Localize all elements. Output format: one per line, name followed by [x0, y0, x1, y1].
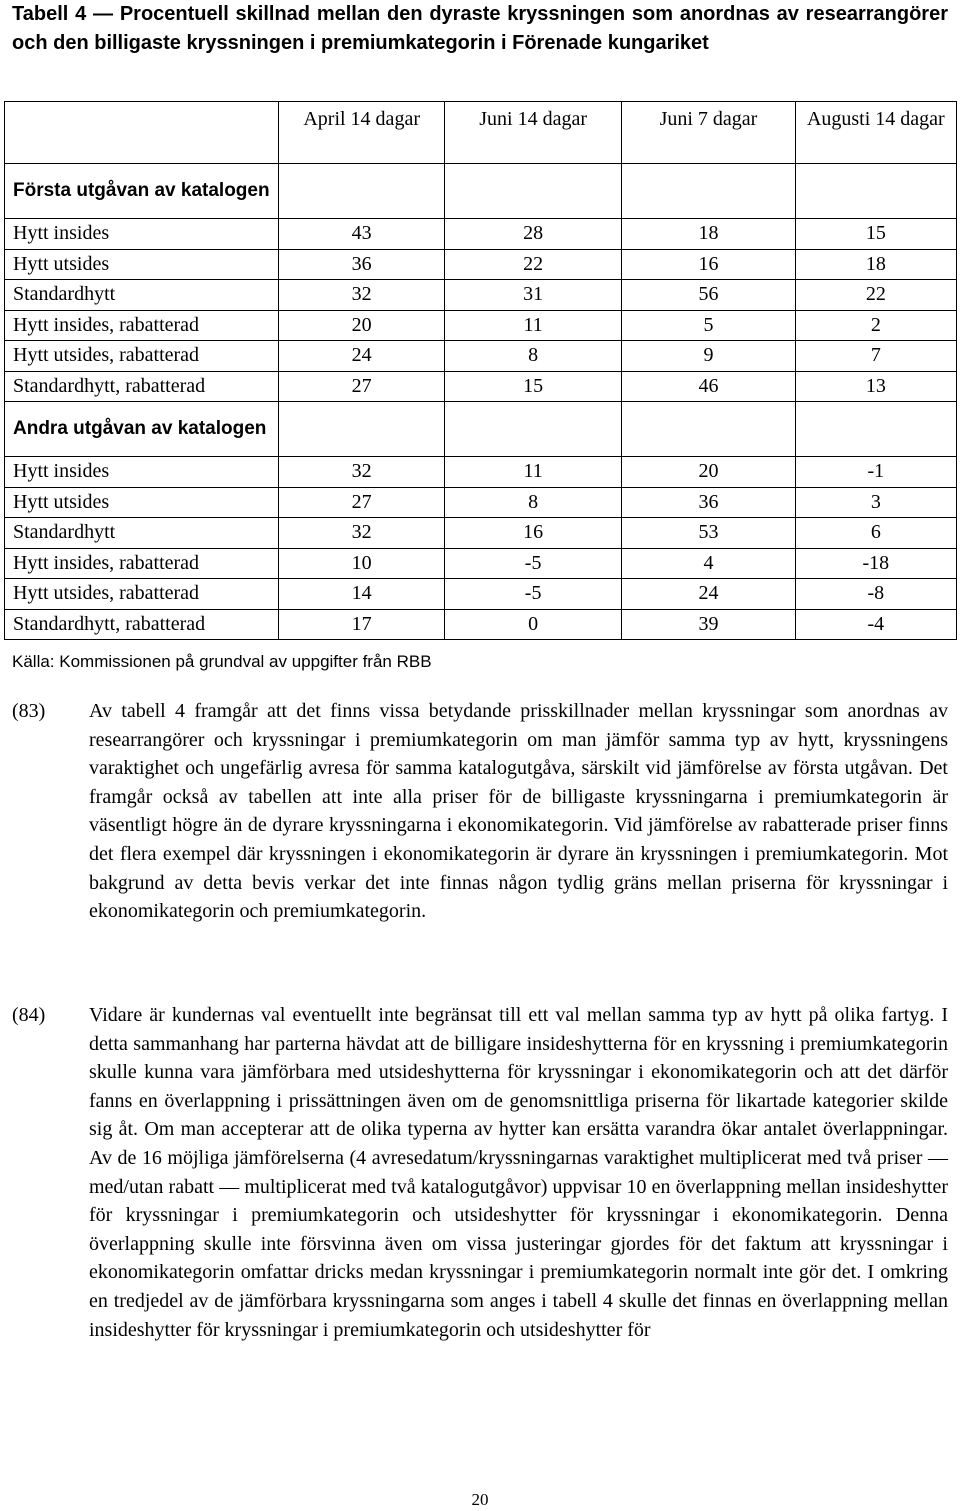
value-cell: 16 [444, 518, 621, 549]
value-cell: 32 [279, 280, 445, 311]
column-header: Juni 14 dagar [444, 102, 621, 164]
column-header: Augusti 14 dagar [795, 102, 956, 164]
section-title: Andra utgåvan av katalogen [5, 402, 279, 457]
value-cell: 39 [622, 609, 795, 640]
empty-cell [279, 402, 445, 457]
table-row [5, 609, 957, 640]
value-cell: 6 [795, 518, 956, 549]
row-label: Standardhytt, rabatterad [5, 371, 279, 402]
empty-cell [444, 164, 621, 219]
value-cell: 24 [622, 579, 795, 610]
column-header: April 14 dagar [279, 102, 445, 164]
value-cell: 14 [279, 579, 445, 610]
value-cell: 8 [444, 487, 621, 518]
row-label: Hytt utsides, rabatterad [5, 341, 279, 372]
value-cell: -5 [444, 579, 621, 610]
value-cell: 0 [444, 609, 621, 640]
paragraph-83 [12, 697, 948, 926]
table-row [5, 579, 957, 610]
value-cell: 22 [444, 249, 621, 280]
column-header: Juni 7 dagar [622, 102, 795, 164]
row-label: Hytt utsides [5, 487, 279, 518]
value-cell: 10 [279, 548, 445, 579]
value-cell: 8 [444, 341, 621, 372]
value-cell: 36 [279, 249, 445, 280]
paragraph-number: (83) [12, 700, 46, 722]
empty-cell [444, 402, 621, 457]
empty-cell [279, 164, 445, 219]
table-row [5, 371, 957, 402]
value-cell: 5 [622, 310, 795, 341]
empty-cell [795, 164, 956, 219]
row-label: Hytt insides, rabatterad [5, 548, 279, 579]
value-cell: 46 [622, 371, 795, 402]
value-cell: 27 [279, 487, 445, 518]
empty-cell [795, 402, 956, 457]
table-row [5, 280, 957, 311]
value-cell: 11 [444, 457, 621, 488]
value-cell: 31 [444, 280, 621, 311]
value-cell: -1 [795, 457, 956, 488]
table-row [5, 548, 957, 579]
value-cell: 15 [444, 371, 621, 402]
value-cell: -5 [444, 548, 621, 579]
table-row [5, 219, 957, 250]
table-source-note: Källa: Kommissionen på grundval av uppgifter från RBB [12, 652, 432, 671]
table-row [5, 457, 957, 488]
row-label: Hytt insides [5, 457, 279, 488]
row-label: Hytt utsides [5, 249, 279, 280]
value-cell: 16 [622, 249, 795, 280]
table-caption: Tabell 4 — Procentuell skillnad mellan den dyraste kryssningen som anordnas av researrangörer och den billigaste kryssningen i premiumkategorin i Förenade kungariket [12, 3, 948, 54]
value-cell: 28 [444, 219, 621, 250]
value-cell: 20 [622, 457, 795, 488]
value-cell: 20 [279, 310, 445, 341]
price-difference-table [4, 101, 957, 640]
value-cell: 18 [622, 219, 795, 250]
value-cell: 3 [795, 487, 956, 518]
empty-cell [622, 164, 795, 219]
table-row [5, 341, 957, 372]
table-row [5, 249, 957, 280]
table-row [5, 518, 957, 549]
value-cell: 36 [622, 487, 795, 518]
paragraph-text: Av tabell 4 framgår att det finns vissa betydande prisskillnader mellan kryssningar som anordnas av researrangörer och kryssningar i premiumkategorin om man jämför samma typ av hytt, kryssningens varaktighet och ungefärlig avresa för samma katalogutgåva, särskilt vid jämförelse av första utgåvan. Det framgår också av tabellen att inte alla priser för de billigaste kryssningarna i premiumkategorin är väsentligt högre än de dyrare kryssningarna i ekonomikategorin. Vid jämförelse av rabatterade priser finns det flera exempel där kryssningen i ekonomikategorin är dyrare än kryssningen i premiumkategorin. Mot bakgrund av detta bevis verkar det inte finnas någon tydlig gräns mellan priserna för kryssningar i ekonomikategorin och premiumkategorin. [89, 700, 948, 923]
row-label: Hytt utsides, rabatterad [5, 579, 279, 610]
value-cell: 43 [279, 219, 445, 250]
value-cell: -4 [795, 609, 956, 640]
value-cell: -18 [795, 548, 956, 579]
value-cell: 24 [279, 341, 445, 372]
value-cell: 2 [795, 310, 956, 341]
paragraph-text: Vidare är kundernas val eventuellt inte begränsat till ett val mellan samma typ av hytt på olika fartyg. I detta sammanhang har parterna hävdat att de billigare insideshytterna för en kryssning i premiumkategorin skulle kunna vara jämförbara med utsideshytterna för kryssningar i ekonomikategorin och att det därför fanns en överlappning i prissättningen även om de genomsnittliga priserna för likartade kategorier skilde sig åt. Om man accepterar att de olika typerna av hytter kan ersätta varandra ökar antalet överlappningar. Av de 16 möjliga jämförelserna (4 avresedatum/kryssningarnas varaktighet multiplicerat med två priser — med/utan rabatt — multiplicerat med två katalogutgåvor) uppvisar 10 en överlappning mellan insideshytter för kryssningar i premiumkategorin och utsideshytter för kryssningar i ekonomikategorin. Denna överlappning skulle inte försvinna även om vissa justeringar gjordes för det faktum att kryssningar i ekonomikategorin omfattar dricks medan kryssningar i premiumkategorin normalt inte gör det. I omkring en tredjedel av de jämförbara kryssningarna som anges i tabell 4 skulle det finnas en överlappning mellan insideshytter för kryssningar i premiumkategorin och utsideshytter för [89, 1004, 948, 1341]
value-cell: 18 [795, 249, 956, 280]
value-cell: 11 [444, 310, 621, 341]
value-cell: 15 [795, 219, 956, 250]
row-label: Standardhytt, rabatterad [5, 609, 279, 640]
table-header-row [5, 102, 957, 164]
value-cell: 32 [279, 457, 445, 488]
header-empty-cell [5, 102, 279, 164]
value-cell: 7 [795, 341, 956, 372]
value-cell: -8 [795, 579, 956, 610]
section-title: Första utgåvan av katalogen [5, 164, 279, 219]
value-cell: 56 [622, 280, 795, 311]
value-cell: 32 [279, 518, 445, 549]
row-label: Standardhytt [5, 518, 279, 549]
row-label: Standardhytt [5, 280, 279, 311]
value-cell: 17 [279, 609, 445, 640]
page-number: 20 [471, 1490, 489, 1509]
value-cell: 4 [622, 548, 795, 579]
value-cell: 27 [279, 371, 445, 402]
value-cell: 13 [795, 371, 956, 402]
section-header-row [5, 164, 957, 219]
value-cell: 22 [795, 280, 956, 311]
paragraph-84 [12, 1001, 948, 1344]
value-cell: 53 [622, 518, 795, 549]
section-header-row [5, 402, 957, 457]
table-row [5, 487, 957, 518]
row-label: Hytt insides, rabatterad [5, 310, 279, 341]
table-row [5, 310, 957, 341]
empty-cell [622, 402, 795, 457]
row-label: Hytt insides [5, 219, 279, 250]
paragraph-number: (84) [12, 1004, 46, 1026]
value-cell: 9 [622, 341, 795, 372]
